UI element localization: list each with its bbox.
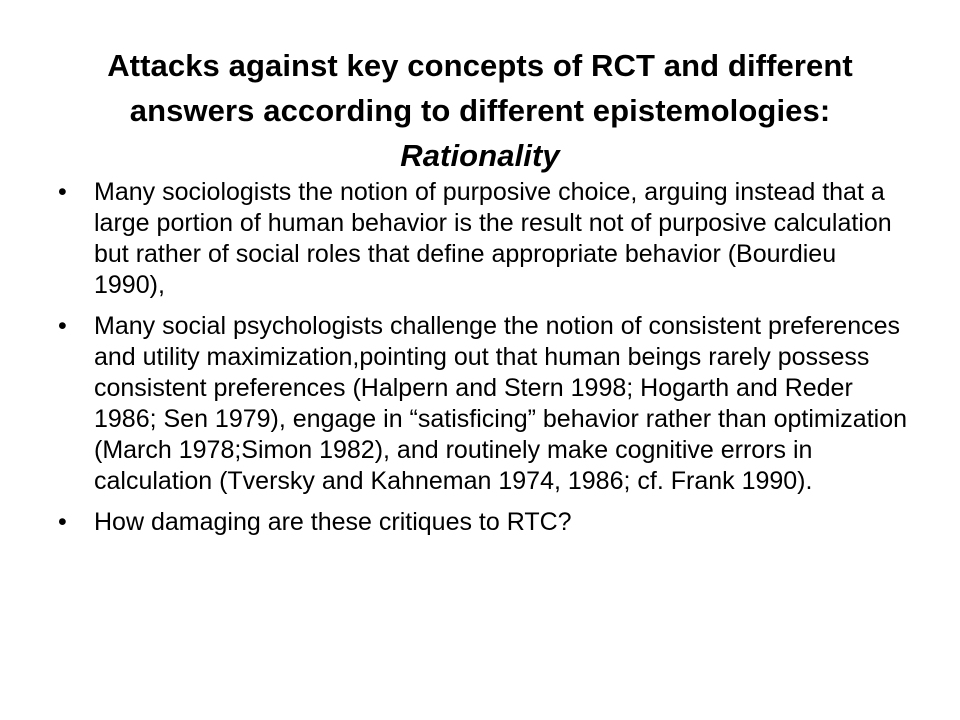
bullet-marker: • (58, 508, 67, 536)
bullet-marker: • (58, 312, 67, 340)
bullet-text: Many sociologists the notion of purposive choice, arguing instead that a large portion of human behavior is the result not of purposive calculation but rather of social roles that define appropriate behavior (Bourdieu 1990), (94, 178, 892, 299)
bullet-marker: • (58, 178, 67, 206)
bullet-item-2 (58, 311, 908, 497)
slide-title (20, 43, 940, 178)
bullet-item-1 (58, 177, 908, 301)
bullet-text: Many social psychologists challenge the notion of consistent preferences and utility maximization,pointing out that human beings rarely possess consistent preferences (Halpern and Stern 1998; Hogarth and Reder 1986; Sen 1979), engage in “satisficing” behavior rather than optimization (March 1978;Simon 1982), and routinely make cognitive errors in calculation (Tversky and Kahneman 1974, 1986; cf. Frank 1990). (94, 312, 908, 495)
title-line-2: answers according to different epistemologies: (129, 92, 831, 128)
bullet-item-3 (58, 507, 908, 538)
title-line-3: Rationality (400, 137, 560, 173)
bullet-list (58, 177, 908, 548)
bullet-text: How damaging are these critiques to RTC? (94, 508, 572, 536)
title-line-1: Attacks against key concepts of RCT and different (107, 47, 853, 83)
